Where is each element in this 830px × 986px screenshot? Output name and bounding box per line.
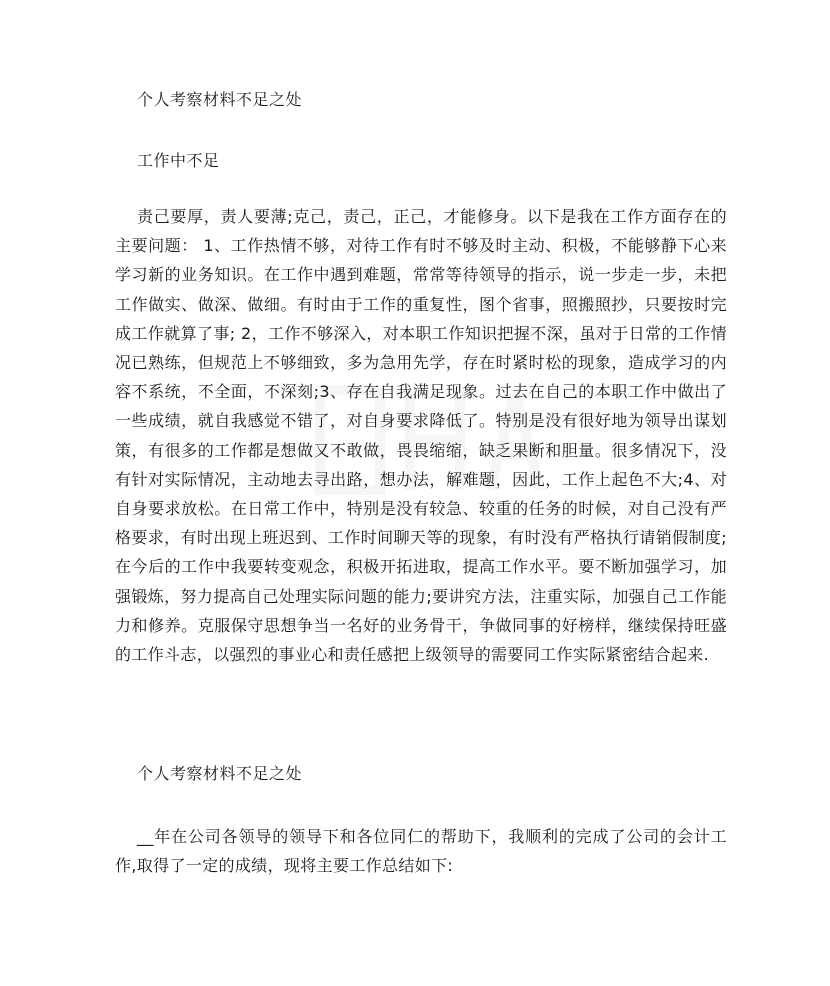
body-paragraph-summary: __年在公司各领导的领导下和各位同仁的帮助下，我顺利的完成了公司的会计工作,取得了一定的成绩，现将主要工作总结如下: (115, 827, 727, 876)
body-paragraph-shortcomings: 责己要厚，责人要薄;克己，责己，正己，才能修身。以下是我在工作方面存在的主要问题： 1、工作热情不够，对待工作有时不够及时主动、积极，不能够静下心来学习新的业务知识。在工作中遇到难题，常常等待领导的指示，说一步走一步，未把工作做实、做深、做细。有时由于工作的重复性，图个省事，照搬照抄，只要按时完成工作就算了事; 2，工作不够深入，对本职工作知识把握不深，虽对于日常的工作情况已熟练，但规范上不够细致，多为急用先学，存在时紧时松的现象，造成学习的内容不系统，不全面，不深刻;3、存在自我满足现象。过去在自己的本职工作中做出了一些成绩，就自我感觉不错了，对自身要求降低了。特别是没有很好地为领导出谋划策，有很多的工作都是想做又不敢做，畏畏缩缩，缺乏果断和胆量。很多情况下，没有针对实际情况，主动地去寻出路，想办法，解难题，因此，工作上起色不大;4、对自身要求放松。在日常工作中，特别是没有较急、较重的任务的时候，对自己没有严格要求，有时出现上班迟到、工作时间聊天等的现象，有时没有严格执行请销假制度;在今后的工作中我要转变观念，积极开拓进取，提高工作水平。要不断加强学习，加强锻炼，努力提高自己处理实际问题的能力;要讲究方法，注重实际，加强自己工作能力和修养。克服保守思想争当一名好的业务骨干，争做同事的好榜样，继续保持旺盛的工作斗志，以强烈的事业心和责任感把上级领导的需要同工作实际紧密结合起来. (115, 207, 727, 665)
section-heading-work-shortcomings: 工作中不足 (137, 151, 220, 170)
document-title: 个人考察材料不足之处 (137, 90, 303, 109)
document-title-repeat: 个人考察材料不足之处 (137, 764, 303, 783)
